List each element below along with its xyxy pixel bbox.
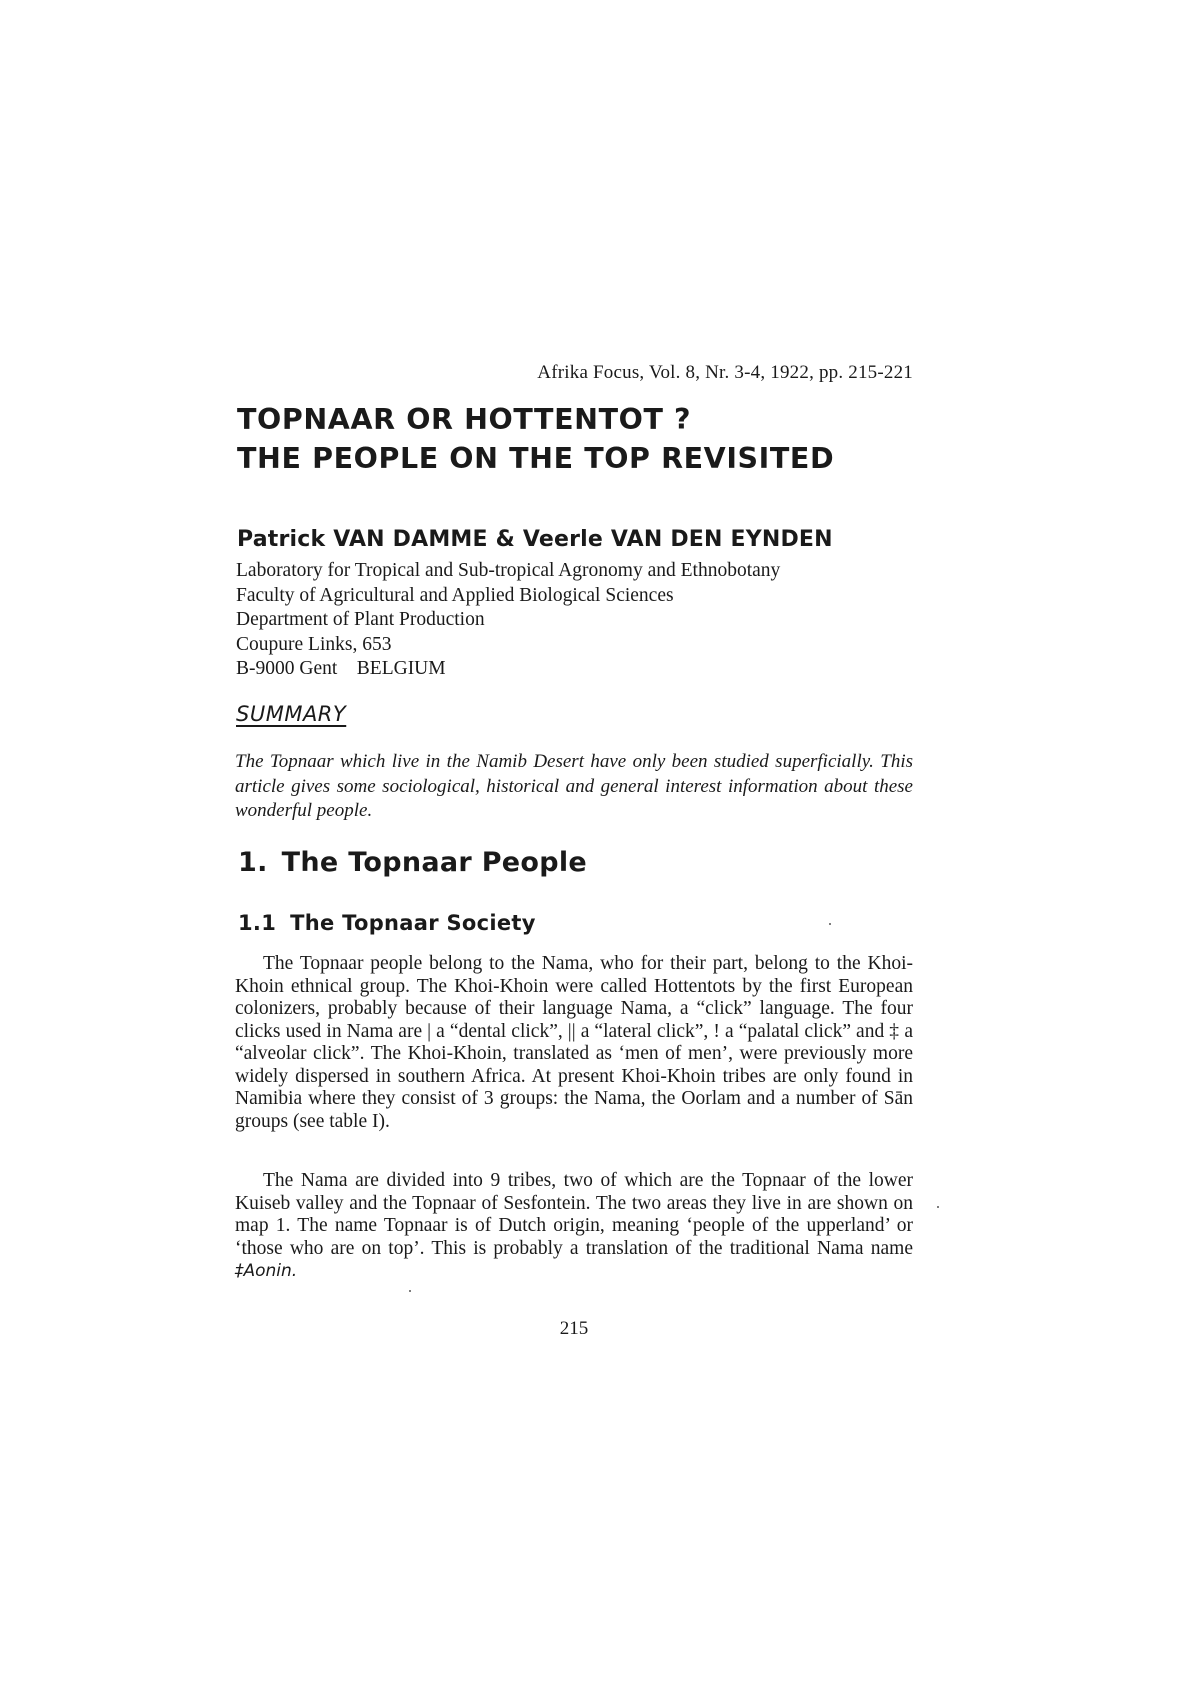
subsection-number: 1.1 xyxy=(238,911,277,935)
scan-speck xyxy=(409,1290,411,1292)
body-paragraph: The Topnaar people belong to the Nama, who for their part, belong to the Khoi-Khoin ethnical group. The Khoi-Khoin were called Hottentots by the first European colonizers, probably because of their language Nama, a “click” language. The four clicks used in Nama are | a “dental click”, || a “lateral click”, ! a “palatal click” and ‡ a “alveolar click”. The Khoi-Khoin, translated as ‘men of men’, were previously more widely dispersed in southern Africa. At present Khoi-Khoin tribes are only found in Namibia where they consist of 3 groups: the Nama, the Oorlam and a number of Sān groups (see table I). xyxy=(235,953,913,1132)
scan-speck xyxy=(937,1206,939,1208)
section-heading xyxy=(238,847,587,878)
author-names: Patrick VAN DAMME & Veerle VAN DEN EYNDEN xyxy=(237,527,833,552)
affiliation-block xyxy=(236,559,936,682)
subsection-heading xyxy=(238,911,536,935)
section-number: 1. xyxy=(238,847,268,878)
affiliation-line: Laboratory for Tropical and Sub-tropical Agronomy and Ethnobotany xyxy=(236,560,781,581)
section-title: The Topnaar People xyxy=(281,847,588,878)
summary-text: The Topnaar which live in the Namib Desert have only been studied superficially. This article gives some sociological, historical and general interest information about these wonderful people. xyxy=(235,751,913,821)
journal-citation: Afrika Focus, Vol. 8, Nr. 3-4, 1922, pp. 215-221 xyxy=(537,362,913,383)
affiliation-line: Coupure Links, 653 xyxy=(236,633,392,655)
affiliation-line: Department of Plant Production xyxy=(236,609,485,630)
scan-speck xyxy=(829,923,831,925)
affiliation-line: Faculty of Agricultural and Applied Biological Sciences xyxy=(236,584,674,606)
page-number: 215 xyxy=(559,1318,589,1339)
title-line-1: TOPNAAR OR HOTTENTOT ? xyxy=(237,403,692,436)
article-title xyxy=(237,400,937,478)
nama-name: ‡Aonin. xyxy=(235,1261,298,1281)
affiliation-line: B-9000 Gent BELGIUM xyxy=(236,658,446,679)
title-line-2: THE PEOPLE ON THE TOP REVISITED xyxy=(237,442,835,475)
body-paragraph-text: The Nama are divided into 9 tribes, two of which are the Topnaar of the lower Kuiseb valley and the Topnaar of Sesfontein. The two areas they live in are shown on map 1. The name Topnaar is of Dutch origin, meaning ‘people of the upperland’ or ‘those who are on top’. This is probably a translation of the traditional Nama name xyxy=(235,1170,913,1259)
body-paragraph xyxy=(235,1170,913,1283)
subsection-title: The Topnaar Society xyxy=(290,911,536,935)
summary-heading: SUMMARY xyxy=(236,702,347,726)
